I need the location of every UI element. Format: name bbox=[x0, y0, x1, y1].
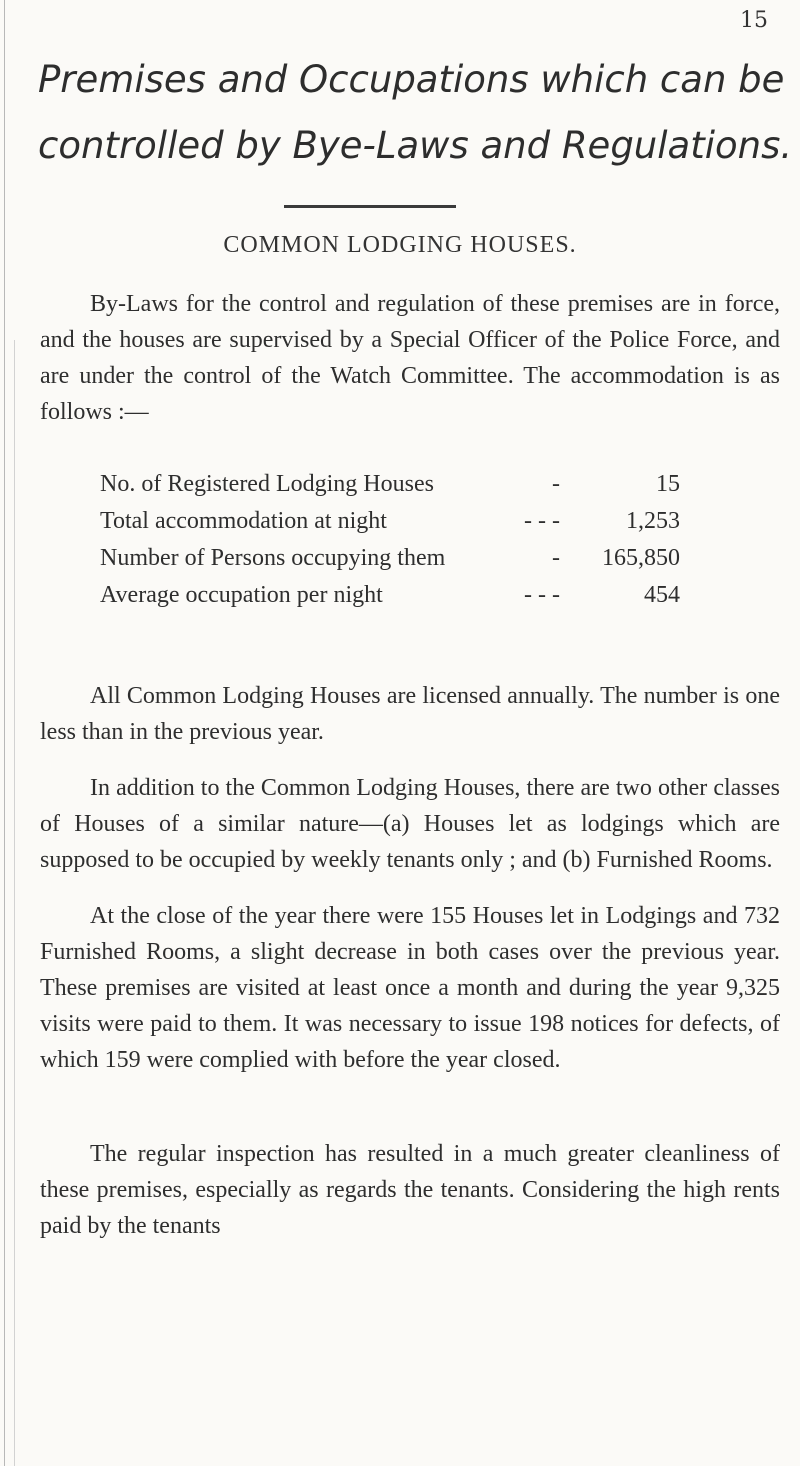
stat-label: No. of Registered Lodging Houses bbox=[100, 471, 434, 497]
stat-leader: - - - bbox=[524, 582, 560, 608]
section-title: COMMON LODGING HOUSES. bbox=[223, 232, 577, 258]
stat-row bbox=[100, 466, 680, 503]
stat-leader: - bbox=[552, 471, 560, 497]
stat-leader: - bbox=[552, 545, 560, 571]
heading-line-1: Premises and Occupations which can be bbox=[38, 58, 785, 101]
heading-line-2: controlled by Bye-Laws and Regulations. bbox=[38, 124, 793, 167]
paragraph-inspections: At the close of the year there were 155 Houses let in Lodgings and 732 Furnished Rooms, a slight decrease in both cases over the previous year. These premises are visited at least once a month and during the year 9,325 visits were paid to them. It was necessary to issue 198 notices for defects, of which 159 were complied with before the year closed. bbox=[40, 903, 780, 1073]
stat-label: Total accommodation at night bbox=[100, 508, 387, 534]
accommodation-stats bbox=[100, 466, 680, 614]
binding-margin-line bbox=[14, 340, 15, 1466]
page-number: 15 bbox=[740, 8, 768, 33]
paragraph-licensing: All Common Lodging Houses are licensed annually. The number is one less than in the previous year. bbox=[40, 683, 780, 745]
stat-value: 15 bbox=[656, 471, 680, 497]
stat-label: Number of Persons occupying them bbox=[100, 545, 446, 571]
stat-label: Average occupation per night bbox=[100, 582, 383, 608]
stat-row bbox=[100, 577, 680, 614]
paragraph-cleanliness: The regular inspection has resulted in a much greater cleanliness of these premises, especially as regards the tenants. Considering the high rents paid by the tenants bbox=[40, 1141, 780, 1239]
stat-value: 165,850 bbox=[602, 545, 680, 571]
paragraph-intro: By-Laws for the control and regulation of these premises are in force, and the houses are supervised by a Special Officer of the Police Force, and are under the control of the Watch Committee. The accommodation is as follows :— bbox=[40, 291, 780, 425]
stat-value: 1,253 bbox=[626, 508, 680, 534]
stat-row bbox=[100, 540, 680, 577]
stat-row bbox=[100, 503, 680, 540]
paragraph-other-classes: In addition to the Common Lodging Houses, there are two other classes of Houses of a similar nature—(a) Houses let as lodgings which are supposed to be occupied by weekly tenants only ; and (b) Furnished Rooms. bbox=[40, 775, 780, 873]
stat-value: 454 bbox=[644, 582, 680, 608]
heading-rule bbox=[284, 205, 456, 208]
binding-edge-line bbox=[4, 0, 5, 1466]
stat-leader: - - - bbox=[524, 508, 560, 534]
